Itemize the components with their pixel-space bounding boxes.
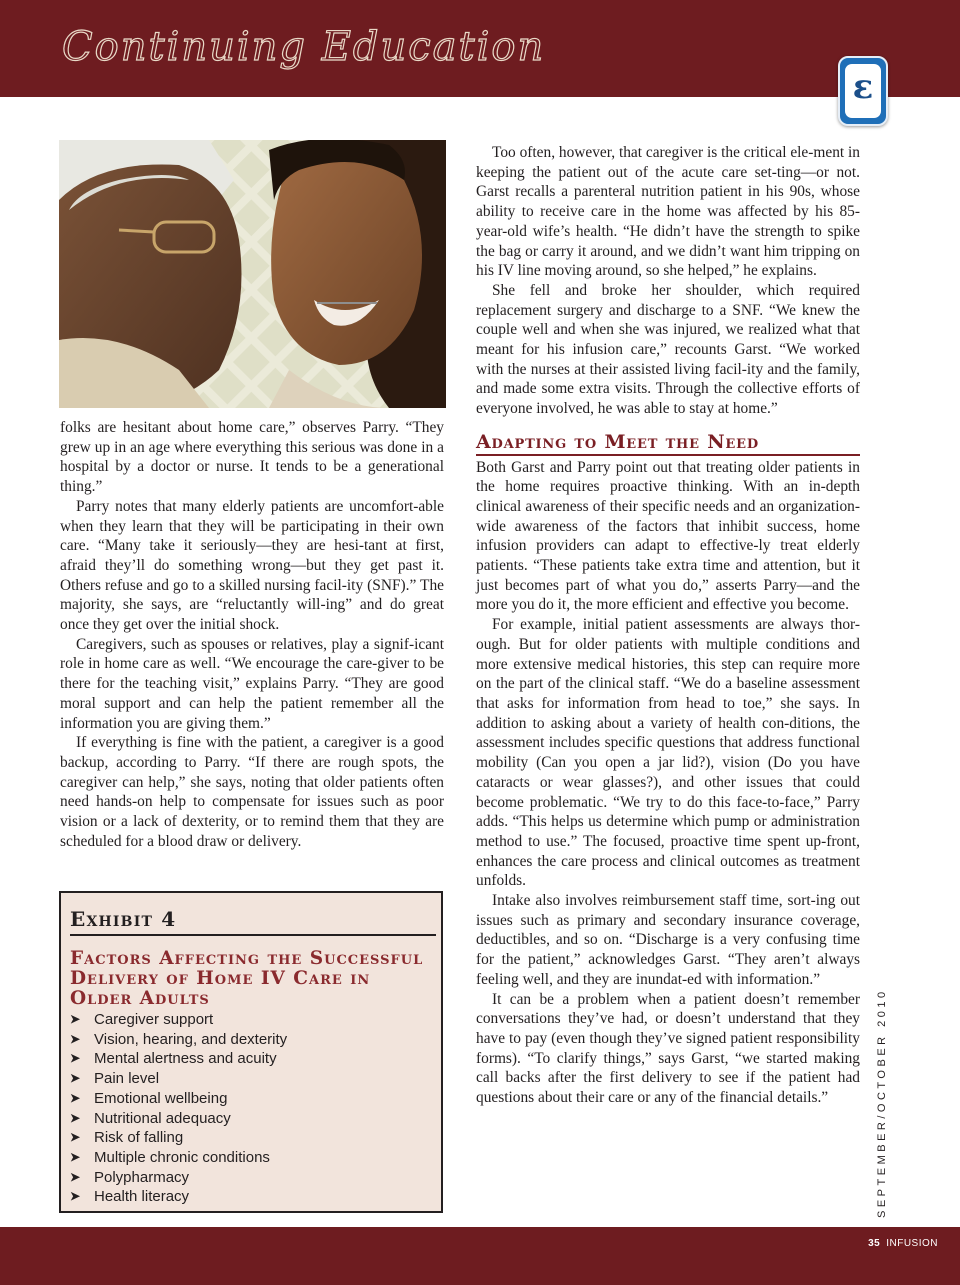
header-band (0, 0, 960, 97)
exhibit-item: ➤ Emotional wellbeing (70, 1089, 228, 1107)
left-paragraph-3: Caregivers, such as spouses or relatives, play a signif-icant role in home care as well. “We encourage the care-giver to be there for the teaching visit,” explains Parry. “They are good moral support and can help the patient remember all the information you are giving them.” (60, 635, 444, 732)
chevron-right-icon: ➤ (70, 1012, 81, 1026)
chevron-right-icon: ➤ (70, 1051, 81, 1066)
right-paragraph-2: She fell and broke her shoulder, which required replacement surgery and discharge to a SNF. “We knew the couple well and when she was injured, we realized what that meant for his infusion care,” recounts Garst. “We worked with the nurses at their assisted living facil-ity and the family, and made some extra visits. Through the collective efforts of everyone involved, he was able to stay at home.” (476, 281, 860, 418)
exhibit-item: ➤ Polypharmacy (70, 1168, 190, 1186)
page-number: 35 (868, 1238, 881, 1249)
right-column (476, 143, 860, 1108)
left-paragraph-4: If everything is fine with the patient, a caregiver is a good backup, according to Parry. “If there are rough spots, the caregiver can help,” she says, noting that older patients often need hands-on help to compensate for issues such as poor vision or a lack of dexterity, or to remind them that they are scheduled for a blood draw or delivery. (60, 734, 444, 850)
folio (868, 1238, 938, 1249)
chevron-right-icon: ➤ (70, 1130, 81, 1145)
exhibit-item: ➤ Multiple chronic conditions (70, 1148, 270, 1166)
article-photo (59, 140, 446, 408)
exhibit-item: ➤ Caregiver support (70, 1011, 214, 1028)
left-paragraph-1: folks are hesitant about home care,” observes Parry. “They grew up in an age where everything this serious was done in a hospital by a doctor or nurse. It tends to be a generational thing.” (60, 419, 444, 496)
left-paragraph-2: Parry notes that many elderly patients are uncomfort-able when they learn that they will be participating in their own care. “Many take it seriously—they are hesi-tant at first, afraid they’ll do something wrong—but they get past it. Others refuse and go to a skilled nursing facil-ity (SNF).” The majority, she says, are “reluctantly will-ing” and do great once they get over the initial shock. (60, 497, 444, 634)
exhibit-label: Exhibit 4 (70, 907, 436, 936)
chevron-right-icon: ➤ (70, 1071, 81, 1086)
right-paragraph-1: Too often, however, that caregiver is the critical ele-ment in keeping the patient out of the acute care set-ting—or not. Garst recalls a parenteral nutrition patient in his 90s, whose ability to receive care in the home was affected by his 85-year-old wife’s health. “He didn’t have the strength to spike the bag or carry it around, and we didn’t want him tripping on his IV line moving around, so she helped,” he explains. (476, 144, 860, 280)
exhibit-item: ➤ Risk of falling (70, 1129, 184, 1147)
exhibit-item: ➤ Health literacy (70, 1188, 190, 1206)
exhibit-item: ➤ Pain level (70, 1070, 160, 1088)
exhibit-list (70, 1010, 287, 1207)
section-title: Continuing Education (62, 24, 546, 70)
chevron-right-icon: ➤ (70, 1090, 81, 1105)
chevron-right-icon: ➤ (70, 1189, 81, 1204)
exhibit-title: Factors Affecting the Successful Delivery of Home IV Care in Older Adults (70, 948, 424, 1009)
chevron-right-icon: ➤ (70, 1031, 81, 1046)
photo-elderly-woman-and-young-caregiver (59, 140, 446, 408)
right-paragraph-6: It can be a problem when a patient doesn’t remember conversations they’ve had, or doesn’t understand that they have to pay (even though they’ve signed patient responsibility forms). “To clarify things,” says Garst, “we started making call backs after the first delivery to see if the patient had questions about their care or any of the financial details.” (476, 990, 860, 1107)
exhibit-item: ➤ Mental alertness and acuity (70, 1050, 277, 1068)
issue-date: SEPTEMBER/OCTOBER 2010 (876, 988, 888, 1218)
right-paragraph-3: Both Garst and Parry point out that treating older patients in the home requires proactive thinking. With an in-depth clinical awareness of their specific needs and an organization-wide awareness of the factors that inhibit success, home infusion providers can adapt to effective-ly treat elderly patients. “These patients take extra time and attention, but it just becomes part of what you do,” asserts Parry—and the more you do it, the more efficient and effective you become. (476, 458, 860, 614)
section-heading: Adapting to Meet the Need (476, 433, 860, 456)
chevron-right-icon: ➤ (70, 1169, 81, 1184)
magazine-name: INFUSION (886, 1238, 938, 1249)
chevron-right-icon: ➤ (70, 1110, 81, 1125)
exhibit-item: ➤ Nutritional adequacy (70, 1109, 231, 1127)
chevron-right-icon: ➤ (70, 1149, 81, 1164)
exhibit-box (59, 891, 443, 1213)
right-paragraph-5: Intake also involves reimbursement staff time, sort-ing out issues such as primary and secondary insurance coverage, deductibles, and so on. “Discharge is a very confusing time for the patient,” acknowledges Garst. “They aren’t always feeling well, and they are inundat-ed with information.” (476, 892, 860, 988)
left-column (60, 418, 444, 851)
exhibit-item: ➤ Vision, hearing, and dexterity (70, 1030, 288, 1048)
footer-band (0, 1227, 960, 1285)
right-paragraph-4: For example, initial patient assessments are always thor-ough. But for older patients with multiple conditions and more extensive medical histories, this step can require more on the part of the clinical staff. “We do a baseline assessment that asks for information from head to toe,” she says. In addition to asking about a variety of health con-ditions, the assessment includes specific questions that address functional mobility (Can you open a jar lid?), vision (Do you have cataracts or wear glasses?), and other issues that could become problematic. “We try to do this face-to-face,” Parry adds. “This helps us determine which pump or administration method to use.” The focused, proactive time spent up-front, enhances the care process and clinical outcomes as treatment unfolds. (476, 616, 860, 890)
ce-badge-icon: ɛ (838, 56, 888, 126)
